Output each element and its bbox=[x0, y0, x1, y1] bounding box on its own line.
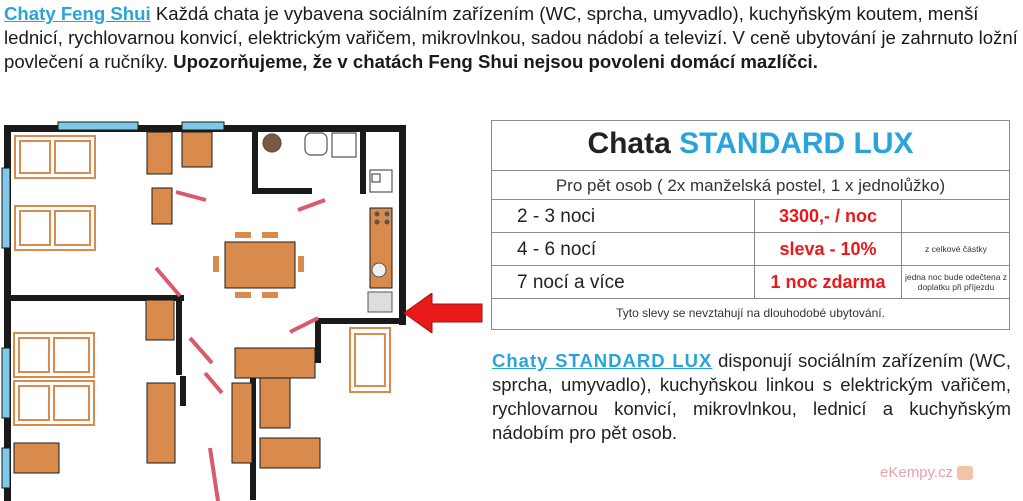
furniture bbox=[14, 132, 392, 473]
outer-walls bbox=[4, 125, 406, 501]
bathroom bbox=[263, 133, 392, 192]
intro-warning: Upozorňujeme, že v chatách Feng Shui nejsou povoleni domácí mazlíčci. bbox=[173, 51, 818, 72]
description-text: disponují sociálním zařízením (WC, sprcha, umyvadlo), kuchyňskou linkou s elektrickým vařičem, rychlovarnou konvicí, mikrovlnkou, lednicí a kuchyňským nádobím pro pět osob. bbox=[492, 350, 1011, 443]
shower-icon bbox=[332, 133, 356, 157]
floor-plan bbox=[0, 108, 412, 501]
price-table bbox=[491, 120, 1010, 330]
table-title: Chata STANDARD LUX bbox=[587, 127, 914, 160]
interior-walls bbox=[4, 132, 406, 500]
windows bbox=[2, 122, 224, 488]
price-cell: sleva - 10% bbox=[754, 233, 902, 266]
feng-shui-link[interactable]: Chaty Feng Shui bbox=[4, 3, 151, 24]
discount-footnote: Tyto slevy se nevztahují na dlouhodobé ubytování. bbox=[616, 306, 885, 320]
nights-cell: 2 - 3 noci bbox=[517, 206, 596, 227]
standard-lux-link[interactable]: Chaty STANDARD LUX bbox=[492, 350, 713, 371]
watermark: eKempy.cz bbox=[880, 464, 973, 481]
nights-cell: 7 nocí a více bbox=[517, 272, 625, 293]
price-cell: 1 noc zdarma bbox=[754, 266, 902, 299]
description-paragraph bbox=[492, 349, 1011, 445]
toilet-icon bbox=[263, 134, 281, 152]
nights-cell: 4 - 6 nocí bbox=[517, 239, 597, 260]
note-cell: z celkové částky bbox=[925, 243, 987, 254]
intro-text: Každá chata je vybavena sociálním zařízením (WC, sprcha, umyvadlo), kuchyňským koutem, menší lednicí, rychlovarnou konvicí, elektrickým vařičem, mikrovlnkou, sadou nádobí a televizí. V ceně ubytování je zahrnuto ložní povlečení a ručníky. bbox=[4, 3, 1018, 72]
ekempy-logo-icon bbox=[957, 466, 973, 480]
table-row bbox=[492, 232, 1009, 266]
sink-icon bbox=[305, 133, 327, 155]
beds bbox=[14, 136, 390, 425]
note-cell: jedna noc bude odečtena z doplatku při příjezdu bbox=[904, 272, 1008, 292]
arrow-left-icon bbox=[404, 293, 484, 333]
table-row bbox=[492, 199, 1009, 233]
note-cell bbox=[901, 200, 1011, 233]
intro-paragraph bbox=[4, 2, 1019, 74]
price-cell: 3300,- / noc bbox=[754, 200, 902, 233]
capacity-text: Pro pět osob ( 2x manželská postel, 1 x jednolůžko) bbox=[555, 176, 946, 195]
